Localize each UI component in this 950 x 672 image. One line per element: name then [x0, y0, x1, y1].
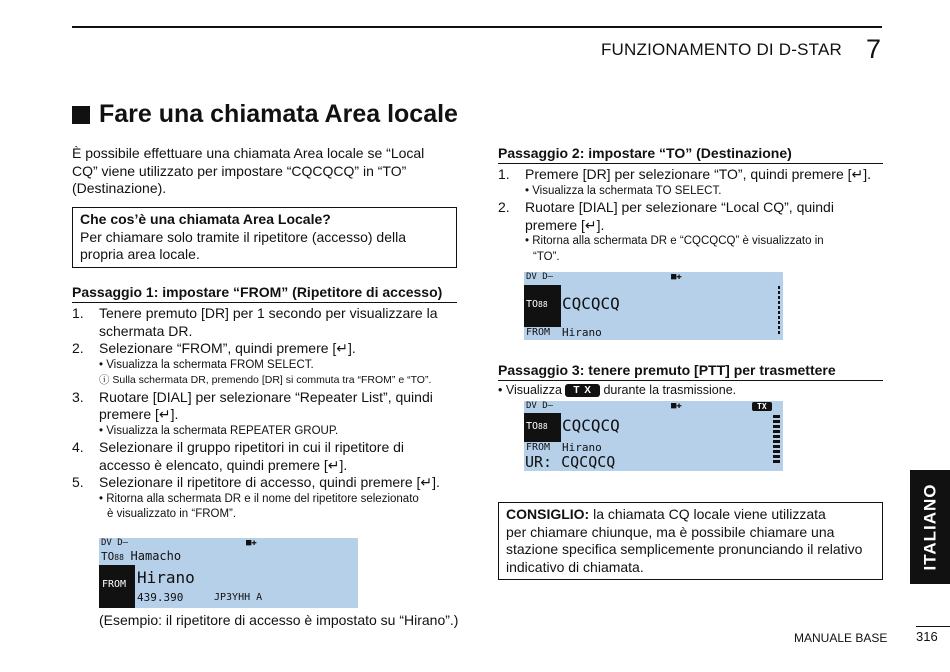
language-tab-label: ITALIANO: [920, 483, 940, 571]
lcd-screen-tx: [524, 401, 783, 471]
lcd-to-highlight: [524, 413, 561, 442]
lcd-from-label: FROM: [526, 442, 551, 453]
signal-icon: ■✚: [246, 538, 257, 548]
step3-note-after: durante la trasmissione.: [603, 383, 737, 397]
lcd-from-highlight: [99, 565, 135, 608]
intro-line: È possibile effettuare una chiamata Area locale se “Local: [72, 145, 425, 161]
tip-box: [498, 502, 883, 580]
item-line: Tenere premuto [DR] per 1 secondo per visualizzare la: [99, 305, 438, 321]
lcd-mode: DV D–: [526, 401, 554, 411]
signal-icon: ■✚: [671, 401, 682, 411]
list-item: [498, 166, 888, 184]
list-item: [72, 305, 462, 340]
list-item: [72, 439, 462, 474]
item-line: Premere [DR] per selezionare “TO”, quindi premere [↵].: [525, 166, 872, 182]
lcd-screen-from: [99, 538, 358, 608]
memory-icon: 88: [114, 553, 124, 562]
footer-manual: MANUALE BASE: [794, 631, 888, 645]
item-note: è visualizzato in “FROM”.: [107, 508, 237, 520]
signal-icon: ■✚: [671, 272, 682, 282]
lcd-from-value: Hirano: [137, 568, 195, 587]
lcd-to-value: Hamacho: [130, 549, 182, 563]
item-note: ⓘ Sulla schermata DR, premendo [DR] si commuta tra “FROM” e “TO”.: [99, 374, 432, 386]
step1-heading: Passaggio 1: impostare “FROM” (Ripetitore di accesso): [72, 284, 457, 303]
item-note: “TO”.: [533, 250, 560, 263]
intro-line: (Destinazione).: [72, 180, 167, 196]
item-line: schermata DR.: [99, 322, 193, 339]
info-box-heading: Che cos’è una chiamata Area Locale?: [80, 211, 331, 227]
lcd-frequency: 439.390: [137, 591, 184, 604]
tip-line: la chiamata CQ locale viene utilizzata: [589, 506, 826, 522]
tx-meter: [773, 415, 780, 463]
item-line: Selezionare il ripetitore di accesso, quindi premere [↵].: [99, 474, 440, 490]
step1-list: [72, 305, 462, 523]
list-item: [498, 199, 888, 234]
item-line: premere [↵].: [99, 406, 179, 422]
lcd-to-label: TO: [101, 550, 115, 563]
list-item: [72, 474, 462, 492]
lcd-from-label: FROM: [102, 579, 127, 590]
lcd-mode: DV D–: [101, 538, 129, 548]
tip-line: per chiamare chiunque, ma è possibile chiamare una: [506, 523, 835, 540]
page-title-text: Fare una chiamata Area locale: [99, 100, 458, 128]
memory-icon: 88: [538, 300, 548, 309]
info-box: [72, 207, 457, 268]
item-number: 5.: [72, 474, 84, 490]
square-bullet-icon: [72, 106, 90, 124]
item-line: Ruotare [DIAL] per selezionare “Local CQ”, quindi: [525, 199, 834, 215]
tx-badge-icon: T X: [565, 384, 600, 397]
lcd-screen-to: [524, 272, 783, 340]
lcd-to-label: TO: [526, 421, 539, 432]
item-note: • Visualizza la schermata FROM SELECT.: [99, 358, 314, 371]
info-box-line: propria area locale.: [80, 246, 200, 262]
lcd-to-label-wrap: [526, 299, 548, 310]
item-line: accesso è elencato, quindi premere [↵].: [99, 456, 348, 473]
lcd-to-highlight: [524, 285, 561, 327]
step3-note-before: • Visualizza: [498, 383, 562, 397]
item-note: • Ritorna alla schermata DR e il nome del ripetitore selezionato: [99, 492, 419, 505]
intro-paragraph: [72, 145, 457, 198]
item-number: 1.: [72, 305, 84, 321]
tip-label: CONSIGLIO:: [506, 506, 590, 522]
tip-line: indicativo di chiamata.: [506, 558, 644, 575]
section-header: FUNZIONAMENTO DI D-STAR: [600, 40, 842, 59]
lcd-to-row: [101, 549, 181, 563]
page-number: 316: [916, 629, 938, 644]
lcd-ur-value: UR: CQCQCQ: [525, 453, 616, 471]
lcd-to-label: TO: [526, 299, 539, 310]
example-caption: (Esempio: il ripetitore di accesso è impostato su “Hirano”.): [99, 612, 459, 628]
lcd-from-value: Hirano: [562, 326, 602, 339]
chapter-number: 7: [866, 34, 882, 64]
lcd-from-value: Hirano: [562, 441, 602, 454]
item-line: Selezionare “FROM”, quindi premere [↵].: [99, 340, 356, 356]
item-line: Ruotare [DIAL] per selezionare “Repeater List”, quindi: [99, 388, 433, 405]
page-number-rule: [916, 626, 950, 627]
step3-note: [498, 383, 736, 397]
info-box-line: Per chiamare solo tramite il ripetitore (accesso) della: [80, 228, 407, 245]
lcd-from-label: FROM: [526, 327, 551, 338]
lcd-to-label-wrap: [526, 421, 548, 432]
item-note: • Visualizza la schermata REPEATER GROUP.: [99, 424, 339, 437]
step2-list: [498, 166, 888, 265]
lcd-to-value: CQCQCQ: [562, 294, 620, 313]
s-meter: [778, 286, 780, 334]
intro-line: CQ” viene utilizzato per impostare “CQCQCQ” in “TO”: [72, 162, 407, 179]
item-note: • Visualizza la schermata TO SELECT.: [525, 184, 722, 197]
list-item: [72, 389, 462, 424]
list-item: [72, 340, 462, 358]
item-number: 1.: [498, 166, 510, 182]
lcd-tx-indicator: TX: [752, 402, 772, 411]
tip-line: stazione specifica semplicemente pronunciando il relativo: [506, 541, 863, 557]
memory-icon: 88: [538, 422, 548, 431]
item-number: 2.: [498, 199, 510, 215]
step3-heading: Passaggio 3: tenere premuto [PTT] per trasmettere: [498, 362, 883, 381]
lcd-mode: DV D–: [526, 272, 554, 282]
lcd-callsign: JP3YHH A: [214, 592, 263, 603]
item-number: 4.: [72, 439, 84, 455]
item-number: 2.: [72, 340, 84, 356]
item-number: 3.: [72, 388, 84, 405]
language-tab: [910, 470, 950, 584]
lcd-to-value: CQCQCQ: [562, 416, 620, 435]
top-rule: [72, 26, 882, 28]
item-line: Selezionare il gruppo ripetitori in cui il ripetitore di: [99, 439, 405, 455]
step2-heading: Passaggio 2: impostare “TO” (Destinazione): [498, 145, 883, 164]
item-line: premere [↵].: [525, 216, 605, 233]
page-title: [72, 100, 458, 129]
item-note: • Ritorna alla schermata DR e “CQCQCQ” è visualizzato in: [525, 235, 824, 247]
